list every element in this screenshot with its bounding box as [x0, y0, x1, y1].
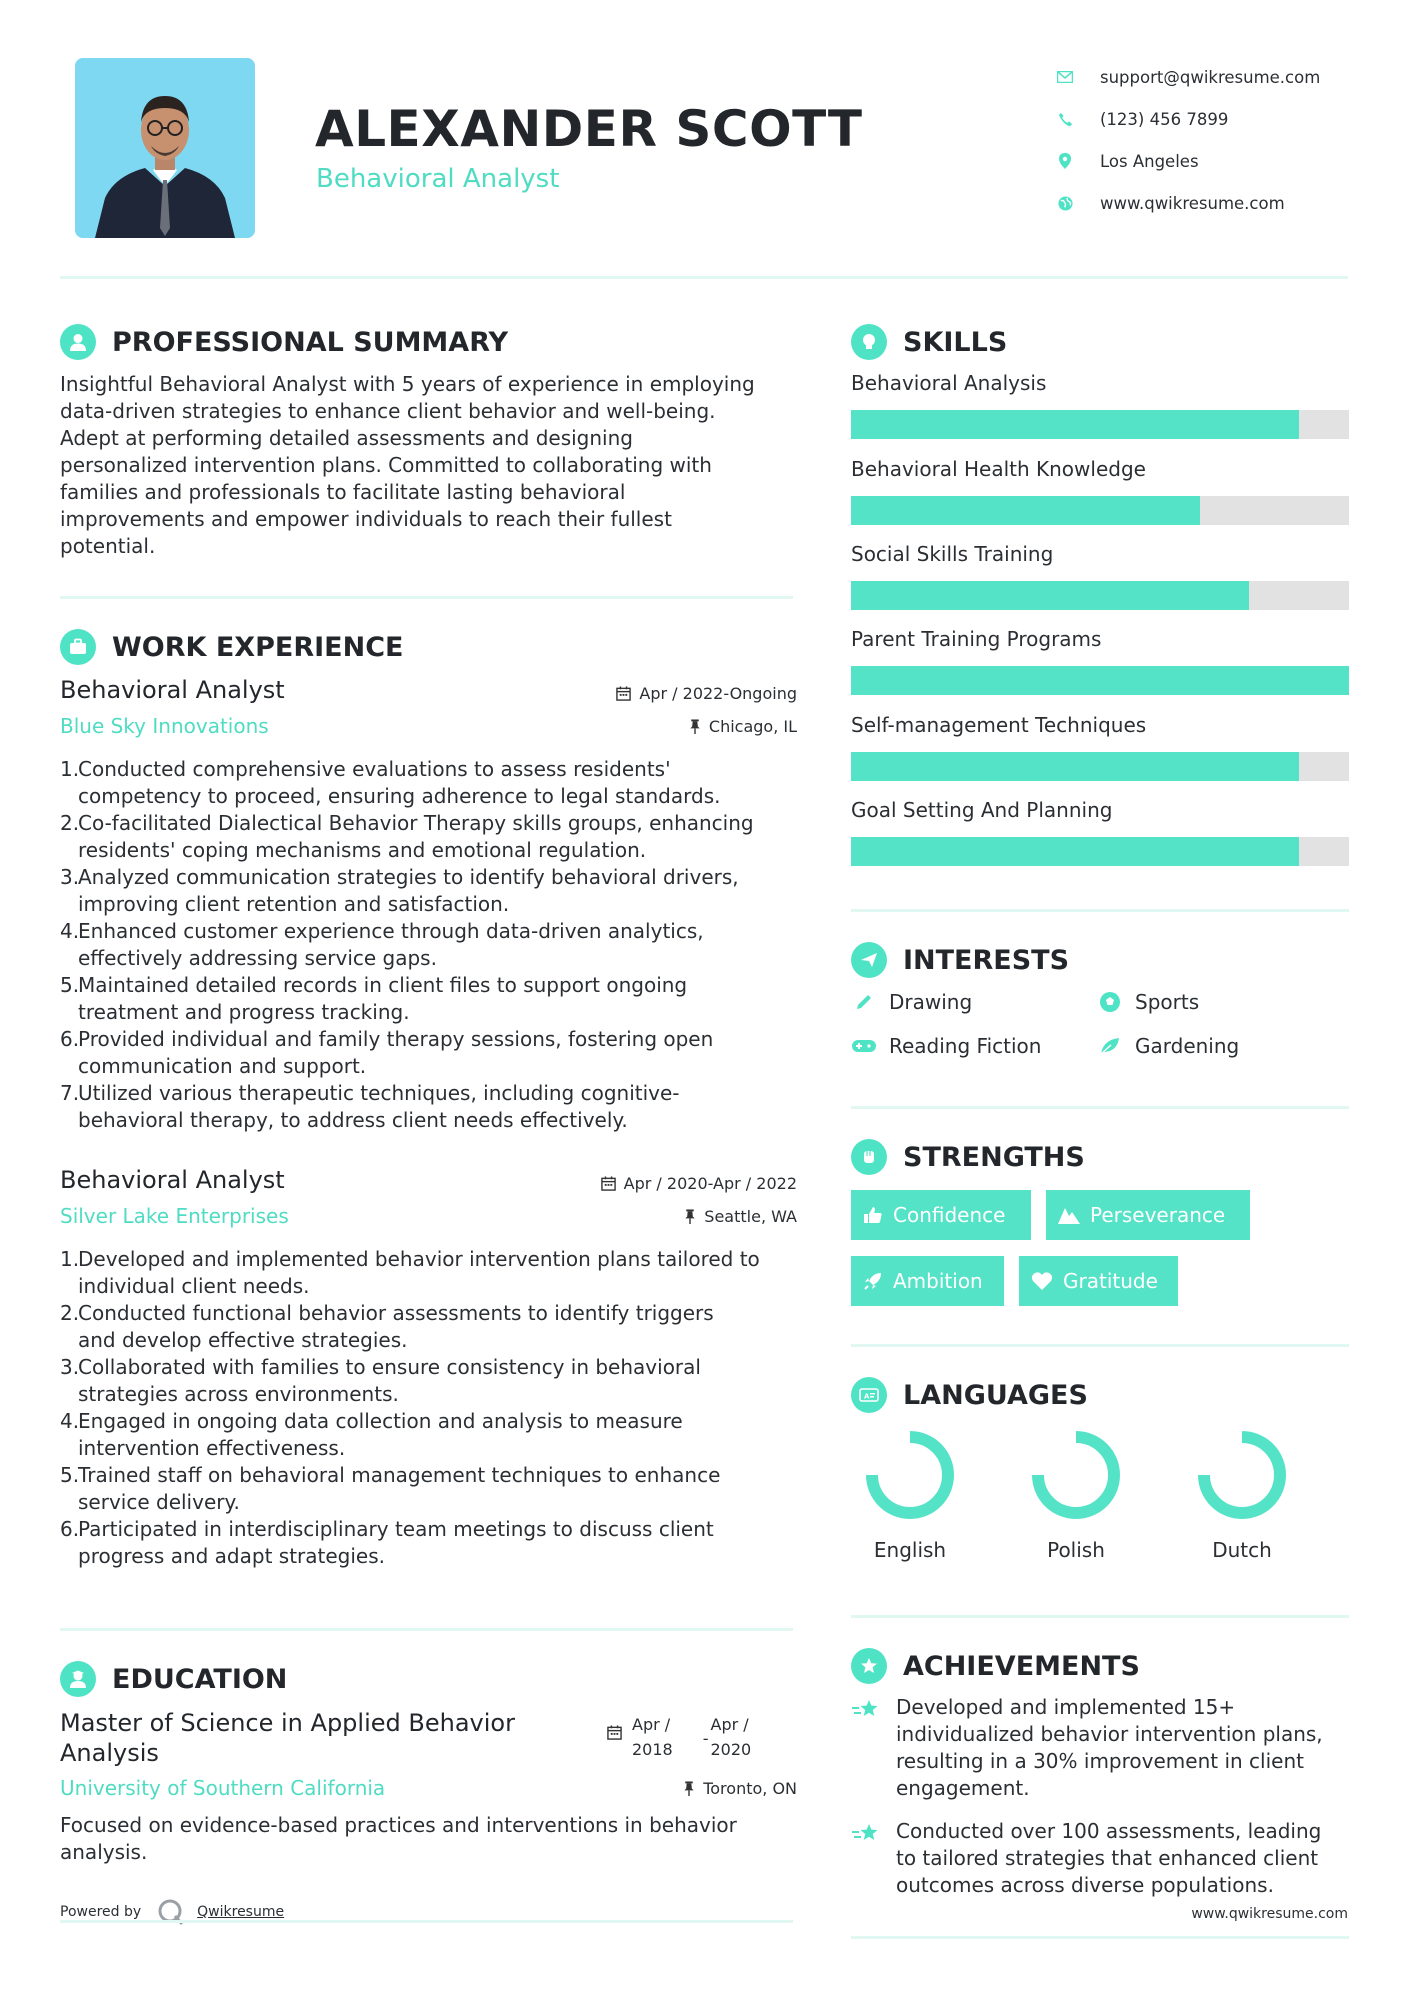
svg-text:A: A	[864, 1392, 870, 1401]
job-company: Blue Sky Innovations	[60, 714, 269, 738]
calendar-icon	[607, 1725, 622, 1740]
strengths-heading	[851, 1139, 1085, 1175]
education-heading-text: EDUCATION	[112, 1663, 288, 1695]
user-icon	[60, 324, 96, 360]
list-item: 5. Maintained detailed records in client files to support ongoing treatment and progress tracking.	[60, 973, 688, 1024]
list-item: 6. Provided individual and family therapy sessions, fostering open communication and support.	[60, 1027, 714, 1078]
experience-heading	[60, 629, 403, 665]
skill-bar-track	[851, 837, 1349, 866]
education-description	[60, 1812, 795, 1866]
graduate-icon	[60, 1661, 96, 1697]
globe-icon	[1055, 193, 1075, 213]
languages-heading	[851, 1377, 1088, 1413]
language-progress-ring	[1031, 1430, 1121, 1520]
header-divider	[60, 276, 1348, 279]
skill-bar-track	[851, 581, 1349, 610]
skills-heading	[851, 324, 1007, 360]
summary-line: personalized intervention plans. Committed to collaborating with	[60, 453, 712, 477]
list-item: 3. Collaborated with families to ensure consistency in behavioral strategies across environments.	[60, 1355, 701, 1406]
skill-item	[851, 371, 1349, 395]
summary-line: improvements and empower individuals to reach their fullest	[60, 507, 672, 531]
skill-bar-fill	[851, 752, 1299, 781]
job-location-text: Chicago, IL	[708, 717, 797, 736]
strength-label: Gratitude	[1063, 1269, 1158, 1293]
job-location	[689, 717, 797, 736]
interests-divider	[851, 1106, 1349, 1109]
experience-heading-text: WORK EXPERIENCE	[112, 631, 404, 663]
language-progress-ring	[1197, 1430, 1287, 1520]
pin-icon	[684, 1209, 696, 1224]
interest-label: Gardening	[1135, 1034, 1240, 1058]
skill-bar-fill	[851, 666, 1349, 695]
skill-item	[851, 798, 1349, 822]
summary-line: Insightful Behavioral Analyst with 5 years of experience in employing	[60, 372, 755, 396]
skill-item	[851, 627, 1349, 651]
degree-line: Analysis	[60, 1739, 159, 1767]
job-2	[60, 1166, 795, 1226]
list-item: 4. Enhanced customer experience through data-driven analytics, effectively addressing service gaps.	[60, 919, 704, 970]
skill-bar-track	[851, 410, 1349, 439]
summary-line: Adept at performing detailed assessments and designing	[60, 426, 633, 450]
job-company: Silver Lake Enterprises	[60, 1204, 289, 1228]
interest-label: Reading Fiction	[889, 1034, 1042, 1058]
language-ring-arc	[1038, 1437, 1114, 1513]
strength-label: Confidence	[893, 1203, 1006, 1227]
language-english	[860, 1430, 960, 1562]
achievements-heading	[851, 1648, 1140, 1684]
summary-text	[60, 371, 795, 560]
profile-photo	[75, 58, 255, 238]
strength-confidence	[851, 1190, 1031, 1240]
candidate-name: ALEXANDER SCOTT	[315, 100, 863, 158]
skill-item	[851, 713, 1349, 737]
soccer-ball-icon	[1097, 991, 1123, 1013]
education-heading	[60, 1661, 287, 1697]
qwikresume-link[interactable]: Qwikresume	[197, 1904, 285, 1920]
job-1-duties	[60, 756, 795, 1134]
skill-bar-fill	[851, 410, 1299, 439]
strength-label: Perseverance	[1090, 1203, 1226, 1227]
skill-bar-fill	[851, 496, 1200, 525]
skill-bar-fill	[851, 581, 1249, 610]
education-entry	[60, 1708, 795, 1808]
lightbulb-icon	[851, 324, 887, 360]
briefcase-icon	[60, 629, 96, 665]
degree-line: Master of Science in Applied Behavior	[60, 1709, 515, 1737]
skill-bar-track	[851, 496, 1349, 525]
skills-heading-text: SKILLS	[903, 326, 1008, 358]
language-dutch	[1192, 1430, 1292, 1562]
pin-icon	[683, 1781, 695, 1796]
thumbs-up-icon	[863, 1205, 883, 1225]
languages-divider	[851, 1615, 1349, 1618]
list-item: 1. Developed and implemented behavior intervention plans tailored to individual client needs.	[60, 1247, 760, 1298]
language-progress-ring	[865, 1430, 955, 1520]
job-dates-text: Apr / 2020-Apr / 2022	[623, 1174, 797, 1193]
education-description-line: analysis.	[60, 1840, 148, 1864]
degree-title	[60, 1708, 515, 1768]
strength-perseverance	[1046, 1190, 1250, 1240]
interests-heading	[851, 942, 1069, 978]
language-ring-arc	[872, 1437, 948, 1513]
education-dates	[607, 1712, 751, 1762]
interest-sports	[1097, 990, 1199, 1014]
skill-bar-fill	[851, 837, 1299, 866]
education-location	[683, 1779, 797, 1798]
education-date-start: Apr / 2018	[632, 1715, 673, 1759]
list-item: 1. Conducted comprehensive evaluations to assess residents' competency to proceed, ensuring adherence to legal standards.	[60, 757, 721, 808]
contact-phone[interactable]	[1055, 98, 1385, 140]
paper-plane-icon	[851, 942, 887, 978]
education-location-text: Toronto, ON	[703, 1779, 797, 1798]
list-item: 5. Trained staff on behavioral management techniques to enhance service delivery.	[60, 1463, 721, 1514]
pin-icon	[689, 719, 701, 734]
skill-label: Social Skills Training	[851, 542, 1054, 566]
language-label: Dutch	[1212, 1538, 1272, 1562]
strength-ambition	[851, 1256, 1004, 1306]
list-item: 2. Conducted functional behavior assessments to identify triggers and develop effective strategies.	[60, 1301, 714, 1352]
star-badge-icon	[851, 1648, 887, 1684]
contact-phone-text: (123) 456 7899	[1100, 109, 1229, 129]
interests-heading-text: INTERESTS	[903, 944, 1070, 976]
job-2-duties	[60, 1246, 795, 1570]
job-location-text: Seattle, WA	[704, 1207, 797, 1226]
interest-drawing	[851, 990, 972, 1014]
contact-location-text: Los Angeles	[1100, 151, 1199, 171]
powered-by-text: Powered by	[60, 1904, 142, 1920]
list-item: 6. Participated in interdisciplinary team meetings to discuss client progress and adapt strategies.	[60, 1517, 714, 1568]
strength-gratitude	[1019, 1256, 1178, 1306]
skills-divider	[851, 909, 1349, 912]
list-item: 2. Co-facilitated Dialectical Behavior Therapy skills groups, enhancing residents' coping mechanisms and emotional regulation.	[60, 811, 754, 862]
envelope-icon	[1055, 67, 1075, 87]
list-item: 7. Utilized various therapeutic techniques, including cognitive- behavioral therapy, to address client needs effectively.	[60, 1081, 680, 1132]
phone-icon	[1055, 109, 1075, 129]
language-label: Polish	[1047, 1538, 1105, 1562]
language-ring-arc	[1204, 1437, 1280, 1513]
summary-divider	[60, 596, 793, 599]
education-description-line: Focused on evidence-based practices and interventions in behavior	[60, 1813, 737, 1837]
skill-item	[851, 542, 1349, 566]
summary-heading	[60, 324, 508, 360]
languages-heading-text: LANGUAGES	[903, 1379, 1088, 1411]
achievement-text: Conducted over 100 assessments, leading to tailored strategies that enhanced client outcomes across diverse populations.	[896, 1819, 1322, 1897]
contact-email[interactable]	[1055, 56, 1385, 98]
job-dates	[601, 1174, 797, 1193]
footer-divider	[60, 1920, 793, 1923]
achievement-text: Developed and implemented 15+ individualized behavior intervention plans, resulting in a 30% improvement in client engagement.	[896, 1695, 1323, 1800]
shooting-star-icon	[851, 1818, 896, 1899]
summary-heading-text: PROFESSIONAL SUMMARY	[112, 326, 509, 358]
strengths-divider	[851, 1344, 1349, 1347]
experience-divider	[60, 1628, 793, 1631]
job-dates	[616, 684, 797, 703]
interest-gardening	[1097, 1034, 1239, 1058]
footer-website[interactable]: www.qwikresume.com	[1191, 1906, 1348, 1922]
shooting-star-icon	[851, 1694, 896, 1802]
skill-label: Self-management Techniques	[851, 713, 1147, 737]
summary-line: families and professionals to facilitate lasting behavioral	[60, 480, 626, 504]
strengths-heading-text: STRENGTHS	[903, 1141, 1085, 1173]
location-icon	[1055, 151, 1075, 171]
skill-label: Behavioral Analysis	[851, 371, 1047, 395]
mountain-icon	[1058, 1206, 1080, 1224]
job-title: Behavioral Analyst	[60, 676, 285, 704]
education-date-separator: -	[702, 1729, 709, 1748]
achievement-item	[851, 1818, 1361, 1899]
language-card-icon	[851, 1377, 887, 1413]
rocket-icon	[863, 1271, 883, 1291]
summary-line: data-driven strategies to enhance client behavior and well-being.	[60, 399, 716, 423]
calendar-icon	[601, 1176, 616, 1191]
candidate-title: Behavioral Analyst	[316, 164, 560, 194]
fist-icon	[851, 1139, 887, 1175]
skill-label: Behavioral Health Knowledge	[851, 457, 1146, 481]
skill-label: Parent Training Programs	[851, 627, 1102, 651]
skill-item	[851, 457, 1349, 481]
skill-bar-track	[851, 752, 1349, 781]
contact-location	[1055, 140, 1385, 182]
interest-label: Drawing	[889, 990, 973, 1014]
job-title: Behavioral Analyst	[60, 1166, 285, 1194]
gamepad-icon	[851, 1035, 877, 1057]
list-item: 4. Engaged in ongoing data collection and analysis to measure intervention effectiveness.	[60, 1409, 683, 1460]
skill-label: Goal Setting And Planning	[851, 798, 1113, 822]
summary-line: potential.	[60, 534, 156, 558]
job-dates-text: Apr / 2022-Ongoing	[639, 684, 797, 703]
heart-icon	[1031, 1271, 1053, 1291]
school-name: University of Southern California	[60, 1776, 386, 1800]
job-1	[60, 676, 795, 736]
contact-website-text: www.qwikresume.com	[1100, 193, 1285, 213]
strength-label: Ambition	[893, 1269, 983, 1293]
achievements-heading-text: ACHIEVEMENTS	[903, 1650, 1140, 1682]
interest-label: Sports	[1135, 990, 1200, 1014]
pencil-icon	[851, 991, 877, 1013]
leaf-icon	[1097, 1035, 1123, 1057]
contact-website[interactable]	[1055, 182, 1385, 224]
contact-list	[1055, 56, 1385, 224]
interest-reading	[851, 1034, 1041, 1058]
skill-bar-track	[851, 666, 1349, 695]
achievement-item	[851, 1694, 1361, 1802]
calendar-icon	[616, 686, 631, 701]
list-item: 3. Analyzed communication strategies to identify behavioral drivers, improving client retention and satisfaction.	[60, 865, 739, 916]
education-date-end: Apr / 2020	[710, 1715, 752, 1759]
job-location	[684, 1207, 797, 1226]
achievements-divider	[851, 1936, 1349, 1939]
language-polish	[1026, 1430, 1126, 1562]
contact-email-text: support@qwikresume.com	[1100, 67, 1321, 87]
language-label: English	[873, 1538, 947, 1562]
